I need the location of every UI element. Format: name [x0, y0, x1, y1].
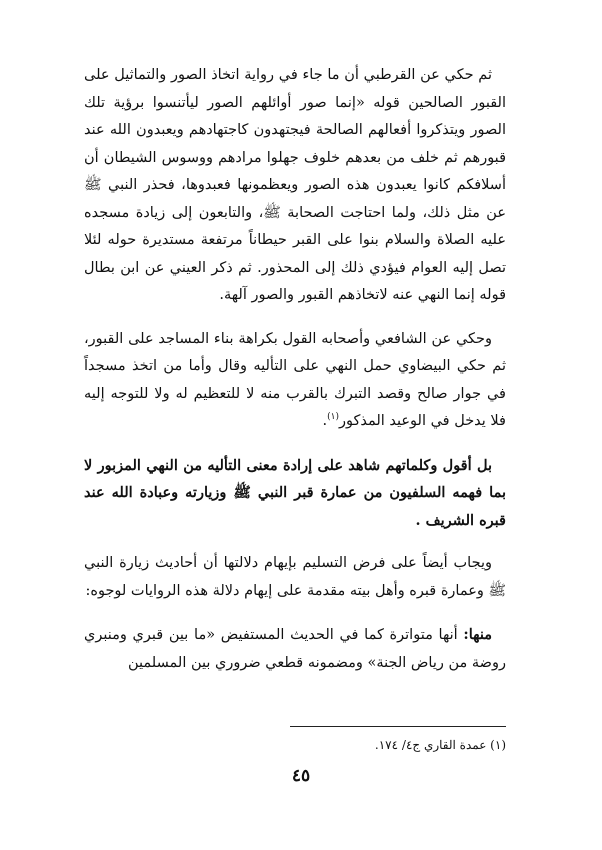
paragraph-2-end: . [322, 413, 328, 429]
page-body [84, 62, 506, 693]
paragraph-3-emphasis [84, 452, 506, 535]
paragraph-1-text: ثم حكي عن القرطبي أن ما جاء في رواية اتخاذ الصور والتماثيل على القبور الصالحين قوله «إنما صور أوائلهم الصور ليأتنسوا برؤية تلك الصور ويتذكروا أفعالهم الصالحة فيجتهدون كاجتهادهم ويعبدون الله عند قبورهم ثم خلف من بعدهم خلوف جهلوا مرادهم ووسوس الشيطان أن أسلافكم كانوا يعبدون هذه الصور ويعظمونها فعبدوها، فحذر النبي ﷺ عن مثل ذلك، ولما احتاجت الصحابة ﷺ، والتابعون إلى زيادة مسجده عليه الصلاة والسلام بنوا على القبر حيطاناً مرتفعة مستديرة حوله لئلا تصل إليه العوام فيؤدي ذلك إلى المحذور. ثم ذكر العيني عن ابن بطال قوله إنما النهي عنه لاتخاذهم القبور والصور آلهة. [84, 67, 506, 303]
footnote-reference[interactable]: (١) [327, 412, 339, 423]
paragraph-5-text: أنها متواترة كما في الحديث المستفيض «ما بين قبري ومنبري روضة من رياض الجنة» ومضمونه قطعي ضروري بين المسلمين [84, 627, 506, 671]
page-number: ٤٥ [291, 766, 311, 786]
footnote-divider [290, 726, 506, 727]
paragraph-4-text: ويجاب أيضاً على فرض التسليم بإيهام دلالتها أن أحاديث زيارة النبي ﷺ وعمارة قبره وأهل بيته مقدمة على إيهام دلالة هذه الروايات لوجوه: [84, 555, 506, 599]
paragraph-2-text: وحكي عن الشافعي وأصحابه القول بكراهة بناء المساجد على القبور، ثم حكي البيضاوي حمل النهي على التأليه وقال وأما من اتخذ مسجداً في جوار صالح وقصد التبرك بالقرب منه لا للتعظيم له ولا للتوجه إليه فلا يدخل في الوعيد المذكور [84, 330, 506, 429]
paragraph-5 [84, 621, 506, 677]
paragraph-4 [84, 550, 506, 605]
paragraph-3-text: بل أقول وكلماتهم شاهد على إرادة معنى التأليه من النهي المزبور لا بما فهمه السلفيون من عمارة قبر النبي ﷺ وزيارته وعبادة الله عند قبره الشريف . [84, 456, 506, 529]
footnote: (١) عمدة القاري ج٤/ ١٧٤. [374, 738, 506, 752]
paragraph-5-lead: منها: [463, 626, 492, 643]
paragraph-2 [84, 326, 506, 436]
paragraph-1 [84, 62, 506, 310]
